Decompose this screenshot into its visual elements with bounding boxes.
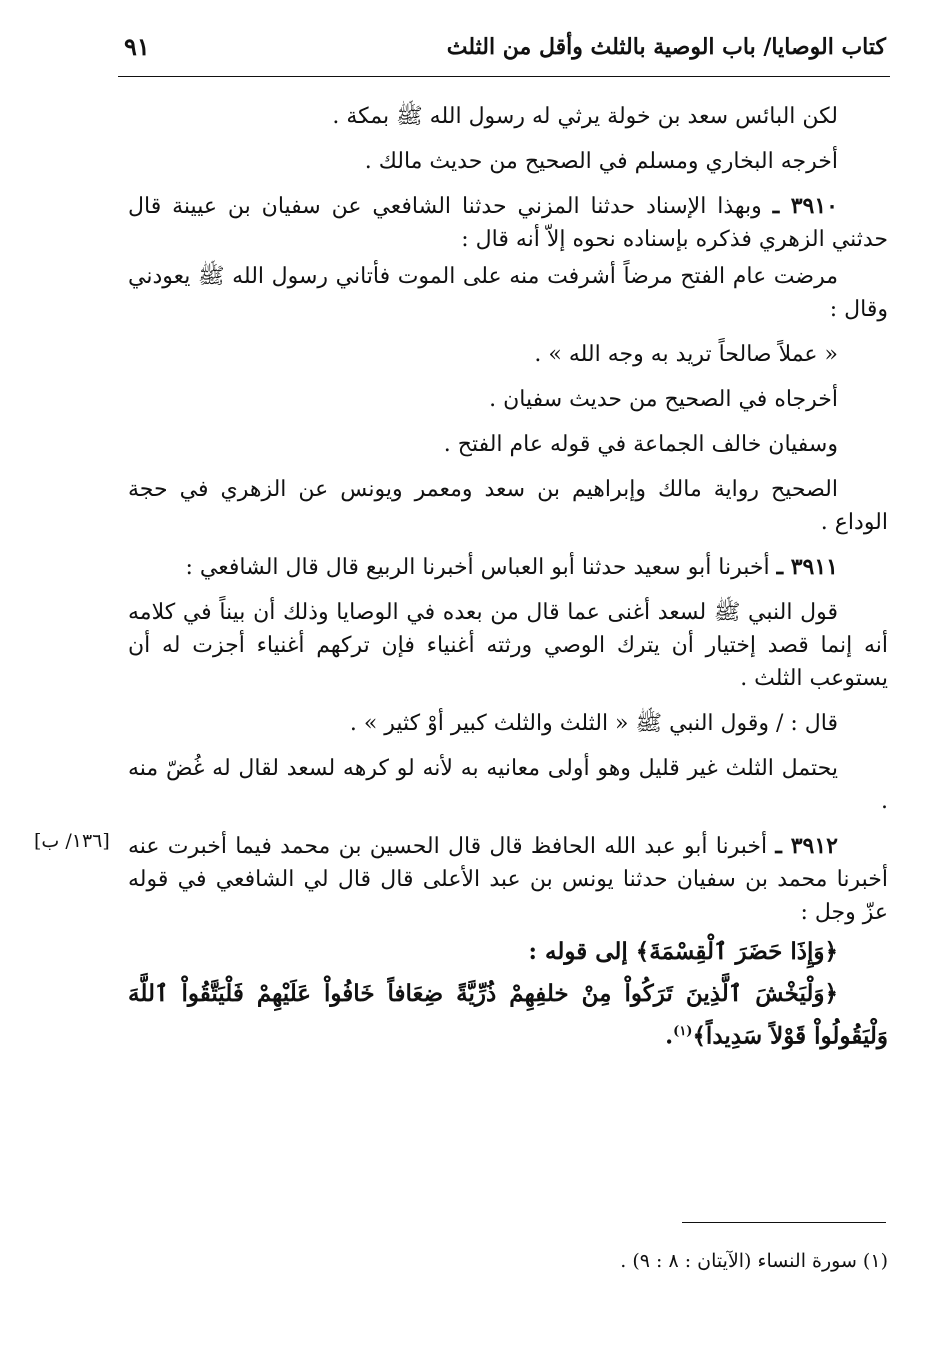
- quran-verse-text: ﴿وَلْيَخْشَ ٱلَّذِينَ تَرَكُواْ مِنْ خلفِهِمْ ذُرِّيَّةً ضِعَافاً خَافُواْ عَلَيْهِمْ فَلْيَتَّقُواْ ٱللَّهَ وَلْيَقُولُواْ قَوْلاً سَدِيداً﴾: [128, 980, 888, 1050]
- paragraph-text: لكن البائس سعد بن خولة يرثي له رسول الله ﷺ بمكة .: [332, 104, 838, 129]
- header-title: كتاب الوصايا/ باب الوصية بالثلث وأقل من الثلث: [446, 34, 886, 60]
- paragraph: [128, 428, 888, 461]
- paragraph: [128, 100, 888, 133]
- paragraph-text: أخرجه البخاري ومسلم في الصحيح من حديث مالك .: [364, 149, 838, 174]
- paragraph-text: مرضت عام الفتح مرضاً أشرفت منه على الموت فأتاني رسول الله ﷺ يعودني وقال :: [128, 264, 888, 322]
- running-header: [118, 30, 890, 77]
- paragraph-text: ﴿وَإِذَا حَضَرَ ٱلْقِسْمَةَ﴾ إلى قوله :: [528, 938, 838, 965]
- paragraph-text: وسفيان خالف الجماعة في قوله عام الفتح .: [443, 432, 838, 457]
- hadith-number: ٣٩١٢ ـ: [775, 833, 838, 859]
- paragraph-text: قال : / وقول النبي ﷺ « الثلث والثلث كبير أوْ كثير » .: [349, 711, 838, 736]
- footnote-divider: [682, 1222, 886, 1223]
- paragraph: [128, 752, 888, 818]
- paragraph-text: وبهذا الإسناد حدثنا المزني حدثنا الشافعي عن سفيان بن عيينة قال حدثني الزهري فذكره بإسناده نحوه إلاّ أنه قال :: [128, 194, 888, 252]
- paragraph-numbered: [128, 551, 888, 584]
- paragraph-text: أخبرنا أبو سعيد حدثنا أبو العباس أخبرنا الربيع قال قال الشافعي :: [185, 555, 770, 580]
- footnote: (١) سورة النساء (الآيتان : ٨ : ٩) .: [620, 1250, 888, 1272]
- paragraph: [128, 145, 888, 178]
- paragraph: [128, 338, 888, 371]
- paragraph-text: أخبرنا أبو عبد الله الحافظ قال قال الحسين بن محمد فيما أخبرت عنه أخبرنا محمد بن سفيان حدثنا يونس بن عبد الأعلى قال قال لي الشافعي في قوله عزّ وجل :: [128, 834, 888, 925]
- quran-verse: ﴿وَلْيَخْشَ ٱلَّذِينَ تَرَكُواْ مِنْ خلفِهِمْ ذُرِّيَّةً ضِعَافاً خَافُواْ عَلَيْهِمْ فَلْيَتَّقُواْ ٱللَّهَ وَلْيَقُولُواْ قَوْلاً سَدِيداً﴾$^{(١)}$.: [128, 980, 888, 1050]
- paragraph-text: « عملاً صالحاً تريد به وجه الله » .: [534, 342, 838, 367]
- paragraph: [128, 260, 888, 326]
- footnote-reference: (١): [673, 1024, 693, 1039]
- main-text: [128, 100, 888, 1068]
- paragraph: [128, 596, 888, 695]
- page-number: ٩١: [124, 32, 150, 61]
- paragraph-text: الصحيح رواية مالك وإبراهيم بن سعد ومعمر ويونس عن الزهري في حجة الوداع .: [128, 477, 888, 535]
- folio-marker: [١٣٦/ ب]: [34, 830, 110, 852]
- paragraph-text: أخرجاه في الصحيح من حديث سفيان .: [489, 387, 838, 412]
- quran-quote: [128, 933, 888, 971]
- paragraph-numbered: [128, 190, 888, 256]
- paragraph: [128, 383, 888, 416]
- paragraph-text: يحتمل الثلث غير قليل وهو أولى معانيه به لأنه لو كرهه لسعد لقال له غُضّ منه .: [128, 756, 888, 814]
- hadith-number: ٣٩١٠ ـ: [772, 193, 838, 219]
- hadith-number: ٣٩١١ ـ: [776, 554, 838, 580]
- paragraph-numbered: [128, 830, 888, 929]
- paragraph: [128, 707, 888, 740]
- paragraph: [128, 473, 888, 539]
- paragraph-text: قول النبي ﷺ لسعد أغنى عما قال من بعده في الوصايا وذلك أن بيناً في كلامه أنه إنما قصد إختيار أن يترك الوصي ورثته أغنياء فإن تركهم أغنياء أجزت له أن يستوعب الثلث .: [128, 600, 888, 691]
